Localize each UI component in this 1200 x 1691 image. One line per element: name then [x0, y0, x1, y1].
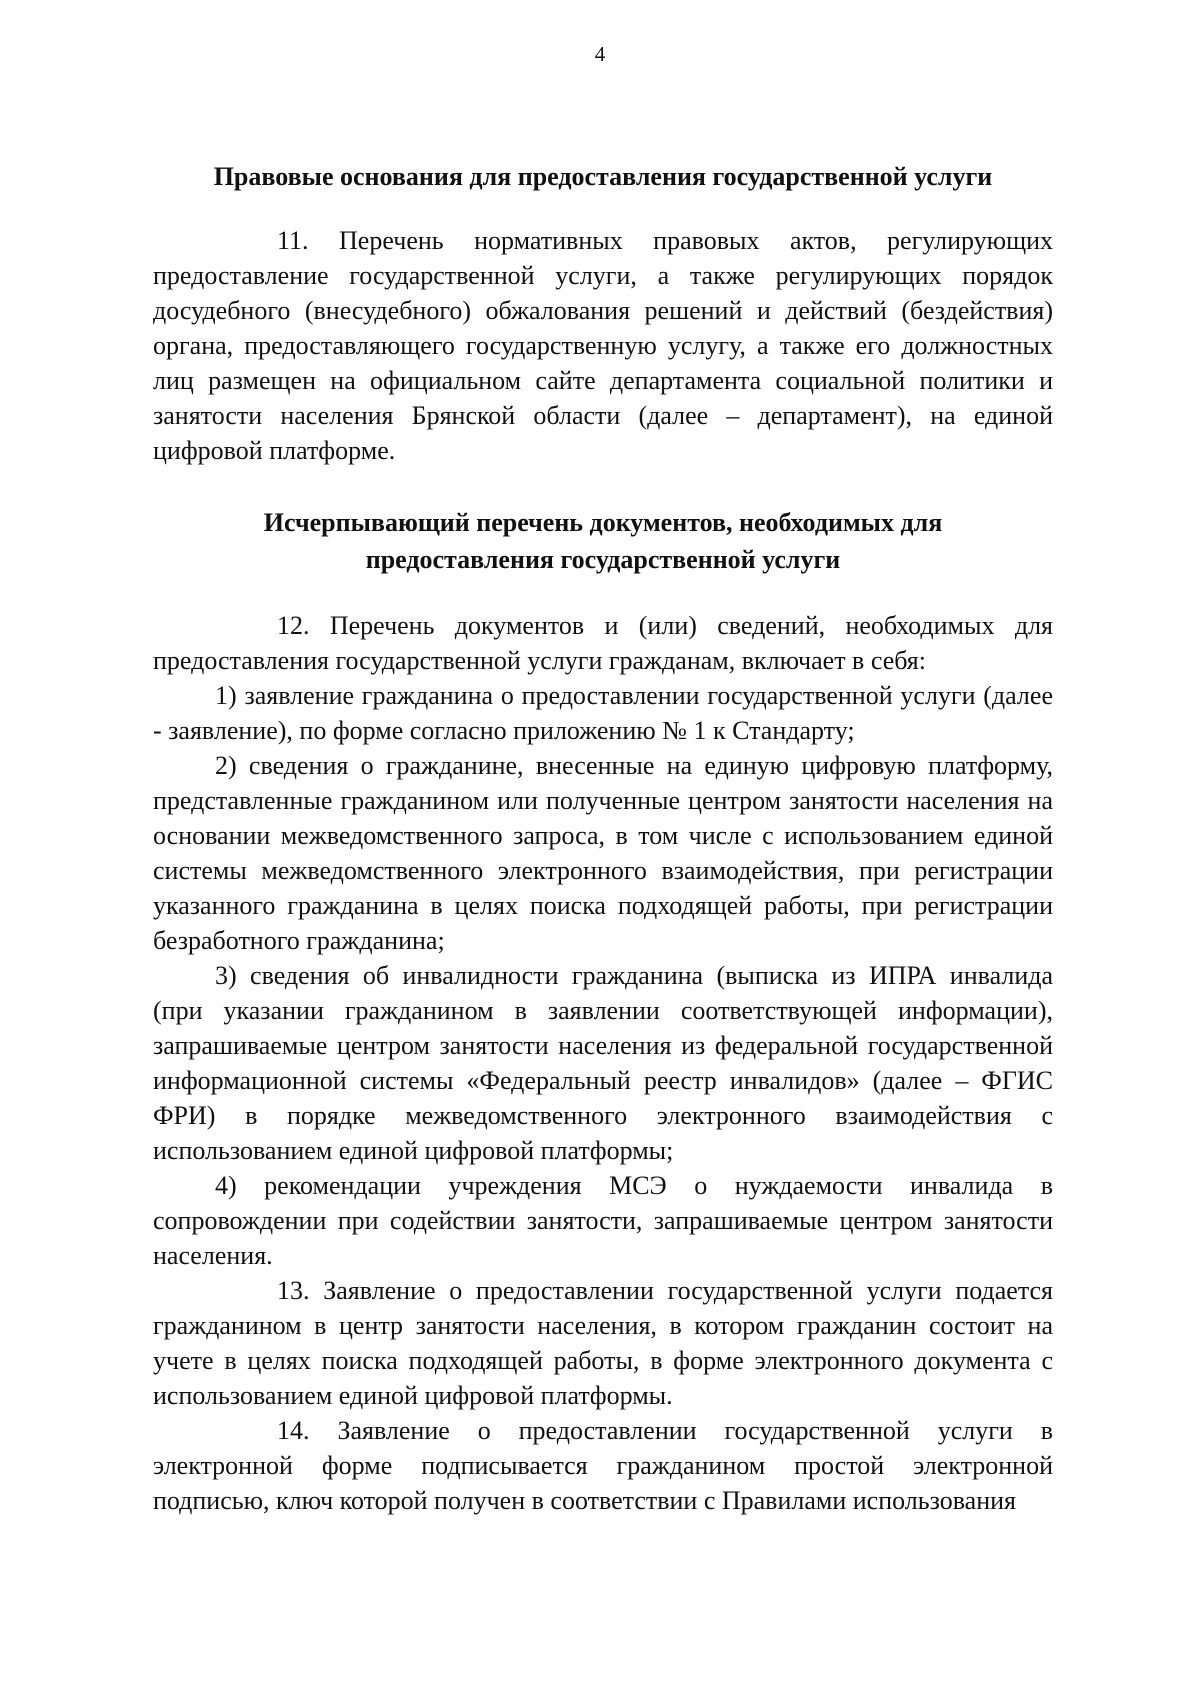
page-number: 4	[594, 42, 606, 66]
paragraph-text: Перечень документов и (или) сведений, необходимых для предоставления государственной услуги гражданам, включает в себя:	[153, 611, 1053, 675]
list-item-2: 2) сведения о гражданине, внесенные на единую цифровую платформу, представленные гражданином или полученные центром занятости населения на основании межведомственного запроса, в том числе с использованием единой системы межведомственного электронного взаимодействия, при регистрации указанного гражданина в целях поиска подходящей работы, при регистрации безработного гражданина;	[153, 751, 1053, 955]
paragraph-text: Заявление о предоставлении государственной услуги в электронной форме подписывается гражданином простой электронной подписью, ключ которой получен в соответствии с Правилами использования	[153, 1416, 1054, 1515]
paragraph-12	[153, 608, 1053, 678]
paragraph-13	[153, 1273, 1053, 1413]
list-item-4: 4) рекомендации учреждения МСЭ о нуждаемости инвалида в сопровождении при содействии занятости, запрашиваемые центром занятости населения.	[153, 1171, 1053, 1270]
heading-line: предоставления государственной услуги	[365, 545, 841, 574]
paragraph-11	[153, 223, 1053, 468]
paragraph-number: 11.	[277, 226, 309, 255]
document-body	[153, 158, 1053, 1518]
heading-line: Исчерпывающий перечень документов, необходимых для	[263, 508, 943, 537]
section-heading-documents-list	[153, 504, 1053, 578]
paragraph-number: 13.	[277, 1276, 310, 1305]
paragraph-text: Заявление о предоставлении государственной услуги подается гражданином в центр занятости населения, в котором гражданин состоит на учете в целях поиска подходящей работы, в форме электронного документа с использованием единой цифровой платформы.	[153, 1276, 1054, 1410]
paragraph-number: 12.	[277, 611, 310, 640]
paragraph-text: Перечень нормативных правовых актов, регулирующих предоставление государственной услуги, а также регулирующих порядок досудебного (внесудебного) обжалования решений и действий (бездействия) органа, предоставляющего государственную услугу, а также его должностных лиц размещен на официальном сайте департамента социальной политики и занятости населения Брянской области (далее – департамент), на единой цифровой платформе.	[153, 226, 1054, 465]
list-item-1: 1) заявление гражданина о предоставлении государственной услуги (далее - заявление), по форме согласно приложению № 1 к Стандарту;	[153, 681, 1053, 745]
paragraph-number: 14.	[277, 1416, 310, 1445]
paragraph-14	[153, 1413, 1053, 1518]
list-item-3: 3) сведения об инвалидности гражданина (выписка из ИПРА инвалида (при указании гражданином в заявлении соответствующей информации), запрашиваемые центром занятости населения из федеральной государственной информационной системы «Федеральный реестр инвалидов» (далее – ФГИС ФРИ) в порядке межведомственного электронного взаимодействия с использованием единой цифровой платформы;	[153, 961, 1053, 1165]
section-heading-legal-basis: Правовые основания для предоставления государственной услуги	[213, 162, 993, 191]
